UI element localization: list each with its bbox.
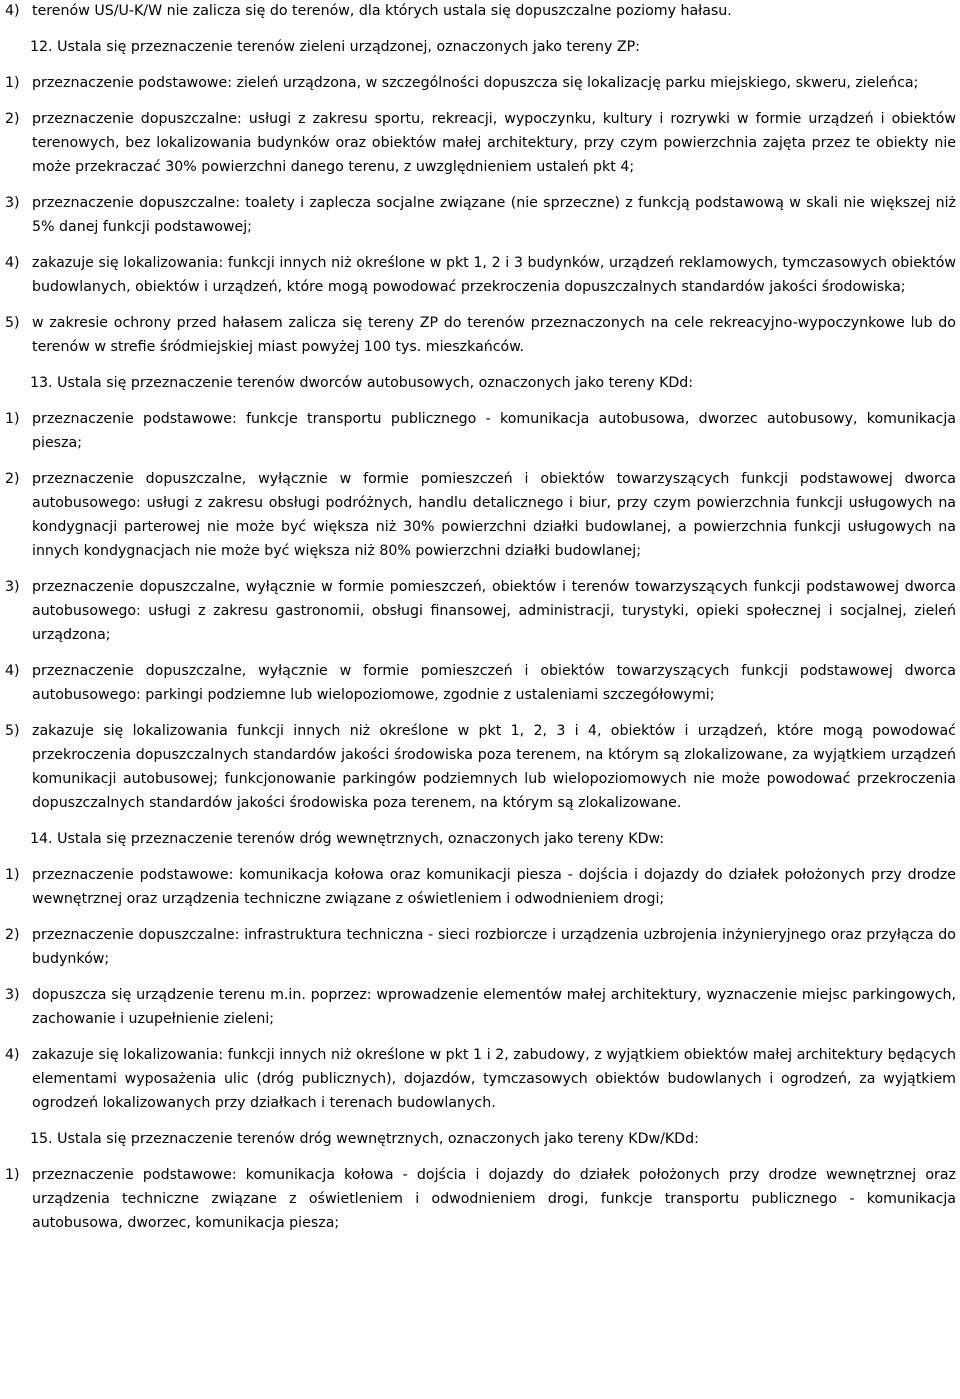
list-item-text: przeznaczenie dopuszczalne: infrastruktura techniczna - sieci rozbiorcze i urządzenia uzbrojenia inżynieryjnego oraz przyłącza do budynków; [32, 927, 956, 967]
list-item [5, 0, 956, 23]
list-item [5, 923, 956, 971]
list-item [5, 719, 956, 815]
list-item-text: przeznaczenie dopuszczalne, wyłącznie w formie pomieszczeń, obiektów i terenów towarzyszących funkcji podstawowej dworca autobusowego: usługi z zakresu gastronomii, obsługi finansowej, administracji, turystyki, opieki społecznej i socjalnej, zieleń urządzona; [32, 579, 956, 643]
section-paragraph: 15. Ustala się przeznaczenie terenów dróg wewnętrznych, oznaczonych jako tereny KDw/KDd: [30, 1131, 699, 1147]
list-item-number: 4) [5, 663, 20, 679]
list-item-text: zakazuje się lokalizowania: funkcji innych niż określone w pkt 1, 2 i 3 budynków, urządzeń reklamowych, tymczasowych obiektów budowlanych, obiektów i urządzeń, które mogą powodować przekroczenia dopuszczalnych standardów jakości środowiska; [32, 255, 956, 295]
list-item-text: przeznaczenie dopuszczalne, wyłącznie w formie pomieszczeń i obiektów towarzyszących funkcji podstawowej dworca autobusowego: usługi z zakresu obsługi podróżnych, handlu detalicznego i biur, przy czym powierzchnia funkcji usługowych na kondygnacji parterowej nie może być większa niż 30% powierzchni działki budowlanej, a powierzchnia funkcji usługowych na innych kondygnacjach nie może być większa niż 80% powierzchni działki budowlanej; [32, 471, 956, 559]
list-item-text: dopuszcza się urządzenie terenu m.in. poprzez: wprowadzenie elementów małej architektury, wyznaczenie miejsc parkingowych, zachowanie i uzupełnienie zieleni; [32, 987, 956, 1027]
list-item [5, 251, 956, 299]
list-item-number: 1) [5, 75, 20, 91]
list-item-text: przeznaczenie podstawowe: funkcje transportu publicznego - komunikacja autobusowa, dworzec autobusowy, komunikacja piesza; [32, 411, 956, 451]
section-paragraph: 12. Ustala się przeznaczenie terenów zieleni urządzonej, oznaczonych jako tereny ZP: [30, 39, 640, 55]
list-item-number: 2) [5, 111, 20, 127]
list-item [5, 575, 956, 647]
document-body [5, 0, 956, 1235]
list-item-number: 4) [5, 3, 20, 19]
list-item-text: przeznaczenie dopuszczalne: usługi z zakresu sportu, rekreacji, wypoczynku, kultury i rozrywki w formie urządzeń i obiektów terenowych, bez lokalizowania budynków oraz obiektów małej architektury, przy czym powierzchnia zajęta przez te obiekty nie może przekraczać 30% powierzchni danego terenu, z uwzględnieniem ustaleń pkt 4; [32, 111, 956, 175]
list-item [5, 311, 956, 359]
list-item-number: 1) [5, 411, 20, 427]
list-item [5, 407, 956, 455]
section-paragraph: 14. Ustala się przeznaczenie terenów dróg wewnętrznych, oznaczonych jako tereny KDw: [30, 831, 665, 847]
list-item [5, 467, 956, 563]
list-item [5, 71, 956, 95]
list-item-text: przeznaczenie dopuszczalne, wyłącznie w formie pomieszczeń i obiektów towarzyszących funkcji podstawowej dworca autobusowego: parkingi podziemne lub wielopoziomowe, zgodnie z ustaleniami szczegółowymi; [32, 663, 956, 703]
list-item-number: 2) [5, 927, 20, 943]
list-item-text: zakazuje się lokalizowania: funkcji innych niż określone w pkt 1 i 2, zabudowy, z wyjątkiem obiektów małej architektury będących elementami wyposażenia ulic (dróg publicznych), dojazdów, tymczasowych obiektów budowlanych i ogrodzeń, za wyjątkiem ogrodzeń lokalizowanych przy działkach i terenach budowlanych. [32, 1047, 956, 1111]
list-item-text: zakazuje się lokalizowania funkcji innych niż określone w pkt 1, 2, 3 i 4, obiektów i urządzeń, które mogą powodować przekroczenia dopuszczalnych standardów jakości środowiska poza terenem, na którym są zlokalizowane, za wyjątkiem urządzeń komunikacji autobusowej; funkcjonowanie parkingów podziemnych lub wielopoziomowych nie może powodować przekroczenia dopuszczalnych standardów jakości środowiska poza terenem, na którym są zlokalizowane. [32, 723, 956, 811]
list-item-number: 5) [5, 315, 20, 331]
list-item-text: w zakresie ochrony przed hałasem zalicza się tereny ZP do terenów przeznaczonych na cele rekreacyjno-wypoczynkowe lub do terenów w strefie śródmiejskiej miast powyżej 100 tys. mieszkańców. [32, 315, 956, 355]
list-item-text: przeznaczenie dopuszczalne: toalety i zaplecza socjalne związane (nie sprzeczne) z funkcją podstawową w skali nie większej niż 5% danej funkcji podstawowej; [32, 195, 956, 235]
section-paragraph: 13. Ustala się przeznaczenie terenów dworców autobusowych, oznaczonych jako tereny KDd: [30, 375, 694, 391]
list-item-text: przeznaczenie podstawowe: zieleń urządzona, w szczególności dopuszcza się lokalizację parku miejskiego, skweru, zieleńca; [32, 75, 919, 91]
list-item-number: 3) [5, 579, 20, 595]
list-item [5, 1043, 956, 1115]
list-item-text: przeznaczenie podstawowe: komunikacja kołowa - dojścia i dojazdy do działek położonych przy drodze wewnętrznej oraz urządzenia techniczne związane z oświetleniem i odwodnieniem drogi, funkcje transportu publicznego - komunikacja autobusowa, dworzec, komunikacja piesza; [32, 1167, 956, 1231]
list-item [5, 191, 956, 239]
list-item [5, 1163, 956, 1235]
list-item-text: terenów US/U-K/W nie zalicza się do terenów, dla których ustala się dopuszczalne poziomy hałasu. [32, 3, 732, 19]
list-item-number: 1) [5, 1167, 20, 1183]
list-item-text: przeznaczenie podstawowe: komunikacja kołowa oraz komunikacji piesza - dojścia i dojazdy do działek położonych przy drodze wewnętrznej oraz urządzenia techniczne związane z oświetleniem i odwodnieniem drogi; [32, 867, 956, 907]
list-item-number: 5) [5, 723, 20, 739]
list-item-number: 4) [5, 255, 20, 271]
list-item [5, 983, 956, 1031]
list-item-number: 4) [5, 1047, 20, 1063]
list-item [5, 107, 956, 179]
list-item-number: 1) [5, 867, 20, 883]
list-item-number: 2) [5, 471, 20, 487]
list-item [5, 863, 956, 911]
list-item-number: 3) [5, 987, 20, 1003]
list-item-number: 3) [5, 195, 20, 211]
list-item [5, 659, 956, 707]
